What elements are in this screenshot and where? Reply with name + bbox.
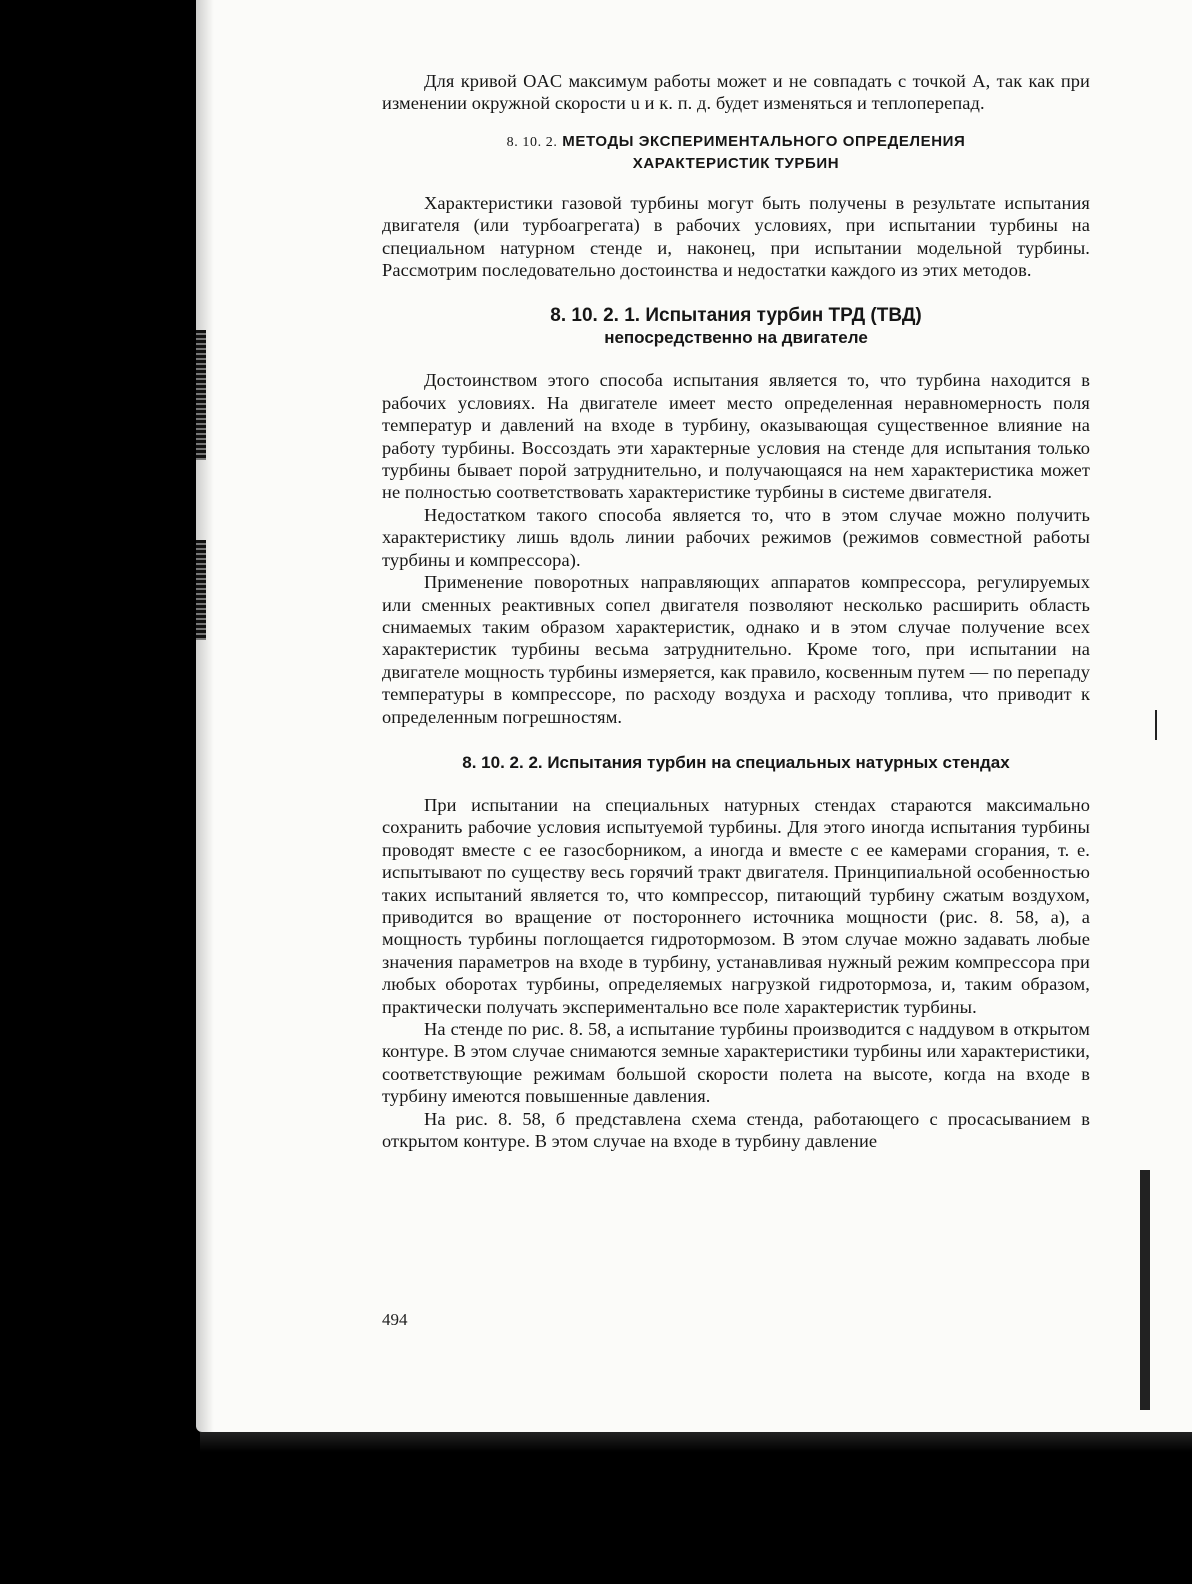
subsection1-title-line2: непосредственно на двигателе (604, 328, 868, 348)
subsection2-paragraph: На рис. 8. 58, б представлена схема стенда, работающего с просасыванием в открытом контуре. В этом случае на входе в турбину давление (382, 1108, 1090, 1152)
section-number: 8. 10. 2. (506, 134, 558, 150)
scan-edge-mark (1140, 1170, 1150, 1410)
subsection2-paragraph: На стенде по рис. 8. 58, a испытание турбины производится с наддувом в открытом контуре. В этом случае снимаются земные характеристики турбины или характеристики, соответствующие режимам большой скорости полета на высоте, когда на входе в турбину имеются повышенные давления. (382, 1019, 1090, 1107)
page-number: 494 (382, 1310, 408, 1329)
subsection1-title-line1: 8. 10. 2. 1. Испытания турбин ТРД (ТВД) (550, 305, 922, 327)
section-heading (382, 131, 1090, 174)
intro-paragraph: Для кривой OAC максимум работы может и не совпадать с точкой A, так как при изменении окружной скорости u и к. п. д. будет изменяться и теплоперепад. (382, 71, 1090, 114)
section-title-line2: ХАРАКТЕРИСТИК ТУРБИН (632, 154, 840, 172)
section-paragraph: Характеристики газовой турбины могут быть получены в результате испытания двигателя (или турбоагрегата) в рабочих условиях, при испытании турбины на специальном натурном стенде и, наконец, при испытании модельной турбины. Рассмотрим последовательно достоинства и недостатки каждого из этих методов. (382, 192, 1090, 281)
subsection2-heading: 8. 10. 2. 2. Испытания турбин на специальных натурных стендах (462, 752, 1010, 772)
binding-edge-lower (196, 540, 206, 640)
subsection1-heading (382, 305, 1090, 349)
scan-line-mark (1155, 710, 1157, 740)
binding-edge-upper (196, 330, 206, 460)
subsection1-paragraph: Недостатком такого способа является то, что в этом случае можно получить характеристику лишь вдоль линии рабочих режимов (режимов совместной работы турбины и компрессора). (382, 504, 1090, 570)
section-title-line1: МЕТОДЫ ЭКСПЕРИМЕНТАЛЬНОГО ОПРЕДЕЛЕНИЯ (562, 132, 966, 150)
subsection1-paragraph: Применение поворотных направляющих аппаратов компрессора, регулируемых или сменных реактивных сопел двигателя позволяют несколько расширить область снимаемых таким образом характеристик, однако и в этом случае получение всех характеристик турбины весьма затруднительно. Кроме того, при испытании на двигателе мощность турбины измеряется, как правило, косвенным путем — по перепаду температуры в компрессоре, по расходу воздуха и расходу топлива, что приводит к определенным погрешностям. (382, 572, 1090, 727)
subsection2-paragraph: При испытании на специальных натурных стендах стараются максимально сохранить рабочие условия испытуемой турбины. Для этого иногда испытания турбины проводят вместе с ее газосборником, а иногда и вместе с ее камерами сгорания, т. е. испытывают по существу весь горячий тракт двигателя. Принципиальной особенностью таких испытаний является то, что компрессор, питающий турбину сжатым воздухом, приводится во вращение от постороннего источника мощности (рис. 8. 58, a), а мощность турбины поглощается гидротормозом. В этом случае можно задавать любые значения параметров на входе в турбину, устанавливая нужный режим компрессора при любых оборотах турбины, определяемых нагрузкой гидротормоза, и, таким образом, практически получать экспериментально все поле характеристик турбины. (382, 794, 1090, 1017)
page-bottom-shadow (200, 1432, 1192, 1452)
page-content (382, 70, 1090, 1152)
subsection1-paragraph: Достоинством этого способа испытания является то, что турбина находится в рабочих условиях. На двигателе имеет место определенная неравномерность поля температур и давлений на входе в турбину, оказывающая существенное влияние на работу турбины. Воссоздать эти характерные условия на стенде для испытания только турбины бывает порой затруднительно, и получающаяся на нем характеристика может не полностью соответствовать характеристике турбины в системе двигателя. (382, 370, 1090, 503)
